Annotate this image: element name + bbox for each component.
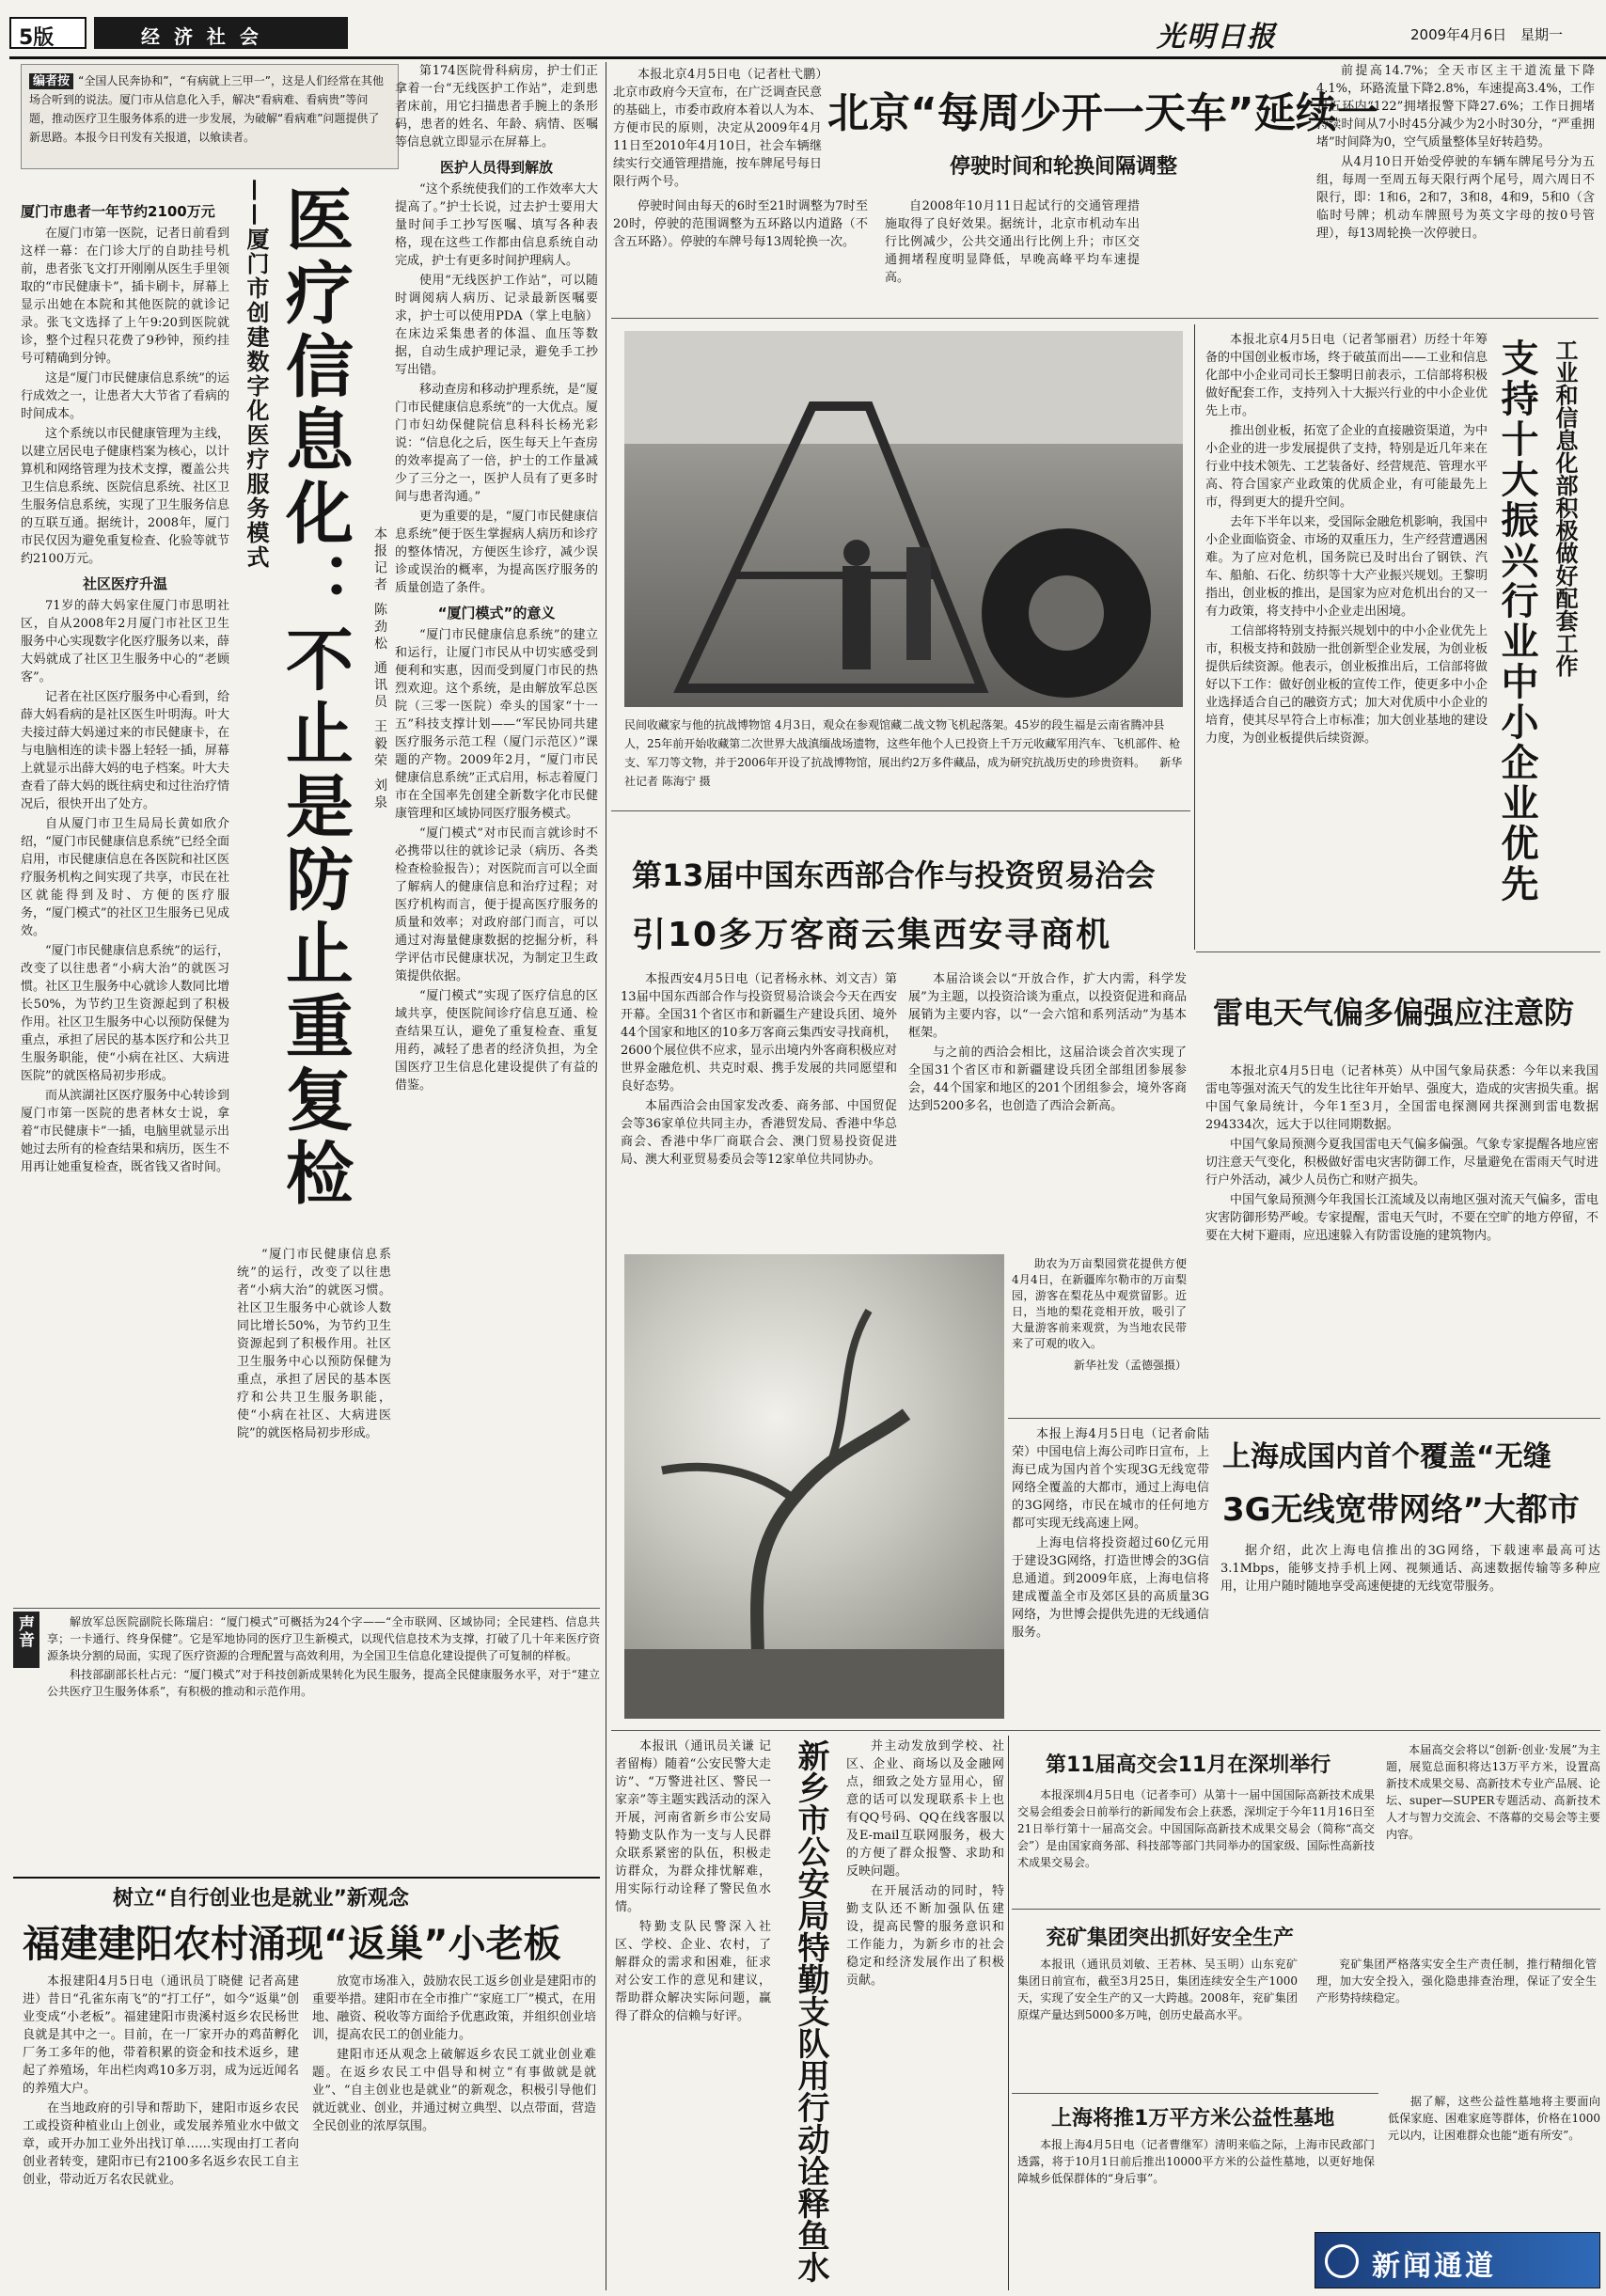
coal-p2: 兖矿集团严格落实安全生产责任制，推行精细化管理，加大安全投入，强化隐患排查治理，保证了安全生产形势持续稳定。 <box>1316 1958 1597 2005</box>
cemetery-headline: 上海将推1万平方米公益性墓地 <box>1051 2107 1335 2131</box>
pear-orchard-photo <box>624 1254 1004 1719</box>
hifair-col2 <box>1386 1741 1600 1903</box>
industry-divider <box>1194 324 1195 950</box>
news-channel-ad[interactable] <box>1315 2232 1600 2288</box>
xiamen-byline: 本报记者 陈劲松 通讯员 王毅荣 刘泉 <box>372 527 387 812</box>
xiamen-p11: 使用“无线医护工作站”，可以随时调阅病人病历、记录最新医嘱要求，护士可以使用PDA（掌上电脑）在床边采集患者的体温、血压等数据，自动生成护理记录，避免手工抄写出错。 <box>395 274 598 377</box>
fujian-col1 <box>23 1973 299 2287</box>
beijing-headline: 北京“每周少开一天车”延续一 <box>827 89 1378 135</box>
xiamen-p5: 记者在社区医疗服务中心看到，给薛大妈看病的是社区医生叶明海。叶大夫接过薛大妈递过来的市民健康卡，在与电脑相连的读卡器上轻轻一插，屏幕上就显示出薛大妈的电子档案。叶大夫查看了薛大妈的既往病史和过往治疗情况后，很快开出了处方。 <box>21 690 229 811</box>
xiamen-p9: 第174医院骨科病房，护士们正拿着一台“无线医护工作站”，走到患者床前，用它扫描患者手腕上的条形码，患者的姓名、年龄、病情、医嘱等信息就立即显示在屏幕上。 <box>395 64 598 149</box>
news-channel-logo-icon <box>1325 2244 1359 2278</box>
museum-photo-caption: 民间收藏家与他的抗战博物馆 4月3日，观众在参观馆藏二战文物飞机起落架。45岁的段生福是云南省腾冲县人，25年前开始收藏第二次世界大战滇缅战场遗物，这些年他个人已投资上千万元收藏军用汽车、飞机部件、枪支、军刀等文物，并于2006年开设了抗战博物馆，展出约2万多件藏品，成为研究抗战历史的珍贵资料。 <box>624 718 1181 769</box>
xiamen-p13: 更为重要的是，“厦门市民健康信息系统”便于医生掌握病人病历和诊疗的整体情况，方便医生诊疗，减少误诊或误治的概率，为提高医疗服务的质量创造了条件。 <box>395 510 598 595</box>
coal-p1: 本报讯（通讯员刘敏、王若林、吴玉明）山东兖矿集团日前宣布，截至3月25日，集团连续安全生产1000天，实现了安全生产的又一大跨越。2008年，兖矿集团原煤产量达到5000多万吨，创历史最高水平。 <box>1017 1958 1298 2021</box>
beijing-p5: 从4月10日开始受停驶的车辆车牌尾号分为五组，每周一至周五每天限行两个尾号，周六周日不限行，即：1和6，2和7，3和8，4和9，5和0（含临时号牌；机动车牌照号为英文字母的按0号管理），每13周轮换一次停驶日。 <box>1316 155 1595 241</box>
thunder-p1: 本报北京4月5日电（记者林英）从中国气象局获悉：今年以来我国雷电等强对流天气的发生比往年开始早、强度大，造成的灾害损失重。据中国气象局统计，今年1至3月，全国雷电探测网共探测到雷电数据294334次，远大于以往同期数据。 <box>1205 1064 1598 1132</box>
section-banner <box>94 17 348 49</box>
xinxiang-p1: 本报讯（通讯员关谦 记者留梅）随着“公安民警大走访”、“万警进社区、警民一家亲”等主题实践活动的深入开展，河南省新乡市公安局特勤支队作为一支与人民群众联系紧密的队伍，积极走访群众，为群众排忧解难，用实际行动诠释了警民鱼水情。 <box>615 1739 771 1914</box>
xiamen-p14: “厦门市民健康信息系统”的建立和运行，让厦门市民从中切实感受到便利和实惠，因而受到厦门市民的热烈欢迎。这个系统，是由解放军总医院（三零一医院）牵头的国家“十一五”科技支撑计划——“军民协同共建医疗服务示范工程（厦门示范区）”课题的产物。2009年2月，“厦门市民健康信息系统”正式启用，标志着厦门市在全国率先创建全新数字化市民健康管理和区域协同医疗服务模式。 <box>395 628 598 821</box>
thunder-headline: 雷电天气偏多偏强应注意防 <box>1213 995 1575 1030</box>
xiamen-p1: 在厦门市第一医院，记者日前看到这样一幕：在门诊大厅的自助挂号机前，患者张飞文打开刚刚从医生手里领取的“市民健康卡”，插卡刷卡，屏幕上显示出她在本院和其他医院的就诊记录。张飞文选择了上午9:20到医院就诊，整个过程只花费了9秒钟，预约挂号可精确到分钟。 <box>21 227 229 366</box>
beijing-col3 <box>1316 62 1595 316</box>
fujian-kicker: 树立“自行创业也是就业”新观念 <box>113 1887 409 1911</box>
thunder-p3: 中国气象局预测今年我国长江流域及以南地区强对流天气偏多，雷电灾害防御形势严峻。专家提醒，雷电天气时，不要在空旷的地方停留，不要在大树下避雨，应迅速躲入有防雷设施的建筑物内。 <box>1205 1193 1598 1243</box>
cemetery-col2 <box>1388 2093 1600 2206</box>
beijing-bottom-rule <box>611 318 1598 319</box>
industry-p1: 本报北京4月5日电（记者邹丽君）历经十年筹备的中国创业板市场，终于破茧而出——工业和信息化部中小企业司司长王黎明日前表示，工信部将积极做好配套工作，支持列入十大振兴行业的中小企业优先上市。 <box>1205 333 1488 418</box>
museum-photo <box>624 331 1183 707</box>
shanghai-p2: 上海电信将投资超过60亿元用于建设3G网络，打造世博会的3G信息通道。到2009年底，上海电信将建成覆盖全市及郊区县的高质量3G网络，为世博会提供先进的无线通信服务。 <box>1012 1536 1209 1640</box>
tradefair-col2 <box>908 970 1187 1243</box>
xiamen-col1 <box>21 196 229 1517</box>
tradefair-p4: 与之前的西洽会相比，这届洽谈会首次实现了全国31个省区市和新疆建设兵团全部组团参展参会，44个国家和地区的201个团组参会，境外客商达到5200多名，也创造了西洽会新高。 <box>908 1046 1187 1113</box>
xiamen-p4: 71岁的薛大妈家住厦门市思明社区，自从2008年2月厦门市社区卫生服务中心实现数字化医疗服务以来，薛大妈就成了社区卫生服务中心的“老顾客”。 <box>21 599 229 684</box>
editor-note-tag: 编者按 <box>29 73 73 89</box>
xiamen-sub3: 医护人员得到解放 <box>439 159 553 176</box>
xiamen-headline-sub: ——厦门市创建数字化医疗服务模式 <box>243 179 269 570</box>
tradefair-p2: 本届西洽会由国家发改委、商务部、中国贸促会等36家单位共同主办，香港贸发局、香港中华总商会、香港中华厂商联合会、澳门贸易投资促进局、澳大利亚贸易委员会等12家单位共同协办。 <box>621 1099 897 1167</box>
thunder-p2: 中国气象局预测今夏我国雷电天气偏多偏强。气象专家提醒各地应密切注意天气变化，积极做好雷电灾害防御工作，尽量避免在雷雨天气时进行户外活动，减少人员伤亡和财产损失。 <box>1205 1138 1598 1187</box>
hifair-p1: 本报深圳4月5日电（记者李可）从第十一届中国国际高新技术成果交易会组委会日前举行的新闻发布会上获悉，深圳定于今年11月16日至21日举行第十一届高交会。中国国际高新技术成果交易会（简称“高交会”）是由国家商务部、科技部等部门共同举办的国家级、国际性高新技术成果交易会。 <box>1017 1788 1375 1869</box>
xinxiang-p3: 并主动发放到学校、社区、企业、商场以及金融网点，细致之处方显用心，留意的话可以发现联系卡上也有QQ号码、QQ在线客服以及E-mail互联网服务，极大的方便了群众报警、求助和反映问题。 <box>846 1739 1004 1879</box>
fujian-col2 <box>312 1973 596 2287</box>
museum-photo-credit: 新华社记者 陈海宁 摄 <box>624 756 1183 788</box>
masthead <box>0 0 1606 58</box>
shanghai-headline2: 3G无线宽带网络”大都市 <box>1222 1491 1580 1529</box>
fujian-p3: 放宽市场准入，鼓励农民工返乡创业是建阳市的重要举措。建阳市在全市推广“家庭工厂”模式，在用地、融资、税收等方面给予优惠政策，并组织创业培训，提高农民工的创业能力。 <box>312 1974 596 2042</box>
xiamen-headline: 医疗信息化：不止是防止重复检 <box>275 184 354 1211</box>
beijing-p1: 本报北京4月5日电（记者杜弋鹏）北京市政府今天宣布，在广泛调查民意的基础上，市委市政府本着以人为本、方便市民的原则，决定从2009年4月11日至2010年4月10日，社会车辆继续实行交通管理措施，按车牌尾号每日限行两个号。 <box>613 68 822 189</box>
shanghai-p1: 本报上海4月5日电（记者俞陆荣）中国电信上海公司昨日宣布，上海已成为国内首个实现3G无线宽带网络全覆盖的大都市，通过上海电信的3G网络，市民在城市的任何地方都可实现无线高速上网。 <box>1012 1427 1209 1531</box>
beijing-col1 <box>613 66 822 197</box>
xiamen-col2 <box>395 62 598 1604</box>
voice-tag: 声音 <box>13 1612 39 1668</box>
voice-p1: 解放军总医院副院长陈瑞启：“厦门模式”可概括为24个字——“全市联网、区域协同；全民建档、信息共享；一卡通行、终身保健”。它是军地协同的医疗卫生新模式，以现代信息技术为支撑，打破了几十年来医疗资源条块分割的局面，实现了医疗资源的合理配置与高效利用，为全国卫生信息化建设提供了可复制的样板。 <box>47 1615 600 1662</box>
industry-p4: 工信部将特别支持振兴规划中的中小企业优先上市，积极支持和鼓励一批创新型企业发展，为创业板提供后续资源。他表示，创业板推出后，工信部将做好以下工作：做好创业板的宣传工作，使更多中小企业选择适合自己的融资方式；加大对优质中小企业的培育，使其尽早符合上市标准；加大创业基地的建设力度，为创业板提供后续资源。 <box>1205 624 1488 746</box>
pear-orchard-credit: 新华社发（孟德强摄） <box>1073 1359 1187 1372</box>
industry-p3: 去年下半年以来，受国际金融危机影响，我国中小企业面临资金、市场的双重压力，生产经营遭遇困难。为了应对危机，国务院已及时出台了钢铁、汽车、船舶、石化、纺织等十大产业振兴规划。王黎明指出，创业板的推出，是国家为应对危机出台的又一有力政策，将支持中小企业走出困境。 <box>1205 515 1488 619</box>
xinxiang-headline: 新乡市公安局特勤支队用行动诠释鱼水 <box>792 1739 829 2283</box>
tradefair-top-rule <box>611 810 1190 811</box>
museum-photo-illustration <box>624 331 1183 707</box>
shanghai-p3: 据介绍，此次上海电信推出的3G网络，下载速率最高可达3.1Mbps，能够支持手机上网、视频通话、高速数据传输等多种应用，让用户随时随地享受高速便捷的无线宽带服务。 <box>1220 1544 1600 1594</box>
cemetery-top-rule <box>1012 2093 1378 2094</box>
beijing-p3: 自2008年10月11日起试行的交通管理措施取得了良好效果。据统计，北京市机动车出行比例减少，公共交通出行比例上升；市区交通拥堵程度明显降低，早晚高峰平均车速提高。 <box>885 199 1140 285</box>
xiamen-col3 <box>237 1246 391 1603</box>
cemetery-p2: 据了解，这些公益性墓地将主要面向低保家庭、困难家庭等群体，价格在1000元以内，让困难群众也能“逝有所安”。 <box>1388 2095 1600 2142</box>
hifair-p2: 本届高交会将以“创新·创业·发展”为主题，展览总面积将达13万平方米，设置高新技术成果交易、高新技术专业产品展、论坛、super—SUPER专题活动、高新技术人才与智力交流会、不落幕的交易会等主要内容。 <box>1386 1743 1600 1841</box>
fujian-top-rule <box>13 1877 600 1879</box>
shanghai-col2 <box>1220 1542 1600 1717</box>
beijing-subhead: 停驶时间和轮换间隔调整 <box>950 155 1178 179</box>
xiamen-p3: 这个系统以市民健康管理为主线，以建立居民电子健康档案为核心，以计算机和网络管理为技术支撑，覆盖公共卫生信息系统、医院信息系统、社区卫生服务信息系统，实现了卫生服务信息的互联互通。据统计，2008年，厦门市民仅因为避免重复检查、化验等就节约2100万元。 <box>21 427 229 566</box>
thunder-top-rule <box>1196 951 1600 952</box>
page-number: 5版 <box>19 26 55 49</box>
industry-col <box>1205 331 1488 942</box>
beijing-p2: 停驶时间由每天的6时至21时调整为7时至20时，停驶的范围调整为五环路以内道路（不含五环路）。停驶的车牌号每13周轮换一次。 <box>613 199 868 249</box>
tradefair-p1: 本报西安4月5日电（记者杨永林、刘文吉）第13届中国东西部合作与投资贸易洽谈会今天在西安开幕。全国31个省区市和新疆生产建设兵团、境外44个国家和地区的10多万客商云集西安寻找商机，2600个展位供不应求，显示出境内外客商积极应对世界金融危机、共克时艰、携手发展的共同愿望和良好态势。 <box>621 972 897 1093</box>
editor-note <box>21 64 399 169</box>
xiamen-p16: “厦门模式”实现了医疗信息的区域共享，使医院间诊疗信息互通、检查结果互认，避免了重复检查、重复用药，减轻了患者的经济负担，为全国医疗卫生信息化建设提供了有益的借鉴。 <box>395 989 598 1093</box>
industry-p2: 推出创业板，拓宽了企业的直接融资渠道，为中小企业的进一步发展提供了支持，特别是近几年来在行业中技术领先、工艺装备好、经营规范、管理水平高、符合国家产业政策的优质企业，有可能最先上市，得到更大的提升空间。 <box>1205 424 1488 510</box>
beijing-col2 <box>613 197 1140 314</box>
page-number-box <box>9 17 87 49</box>
xiamen-p8-cont: “厦门市民健康信息系统”的运行，改变了以往患者“小病大治”的就医习惯。社区卫生服务中心就诊人数同比增长50%，为节约卫生资源起到了积极作用。社区卫生服务中心以预防保健为重点，承担了居民的基本医疗和公共卫生服务职能，使“小病在社区、大病进医院”的就医格局初步形成。 <box>237 1248 391 1440</box>
xiamen-p12: 移动查房和移动护理系统，是“厦门市民健康信息系统”的一大优点。厦门市妇幼保健院信息科科长杨光彩说：“信息化之后，医生每天上午查房的效率提高了一倍，护士的工作量减少了三分之一，医护人员有了更多时间与患者沟通。” <box>395 383 598 504</box>
news-channel-text: 新闻通道 <box>1372 2250 1496 2283</box>
xinxiang-divider <box>1008 1736 1009 2290</box>
voice-text <box>47 1613 600 1867</box>
issue-date <box>1410 24 1606 47</box>
paper-name: 光明日报 <box>1157 21 1277 51</box>
xinxiang-col2 <box>846 1738 1004 2287</box>
xinxiang-p4: 在开展活动的同时，特勤支队还不断加强队伍建设，提高民警的服务意识和工作能力，为新乡市的社会稳定和经济发展作出了积极贡献。 <box>846 1884 1004 1988</box>
tradefair-p3: 本届洽谈会以“开放合作，扩大内需，科学发展”为主题，以投资洽谈为重点，以投资促进和商品展销为主要内容，以“一会六馆和系列活动”为基本框架。 <box>908 972 1187 1040</box>
hifair-col1 <box>1017 1786 1375 1905</box>
fujian-p2: 在当地政府的引导和帮助下，建阳市返乡农民工或投资种植业山上创业，或发展养殖业水中做文章，或开办加工业外出找订单……实现由打工者向创业者转变，建阳市已有2100多名返乡农民工自主创业，带动近万名农民就业。 <box>23 2101 299 2187</box>
shanghai-headline1: 上海成国内首个覆盖“无缝 <box>1222 1440 1551 1473</box>
coal-col <box>1017 1956 1597 2097</box>
fujian-p4: 建阳市还从观念上破解返乡农民工就业创业难题。在返乡农民工中倡导和树立“有事做就是就业”、“自主创业也是就业”的新观念，积极引导他们就近就业、创业，并通过树立典型、以点带面，营造全民创业的浓厚氛围。 <box>312 2048 596 2133</box>
beijing-p4: 前提高14.7%；全天市区主干道流量下降4.1%，环路流量下降2.8%，车速提高3.4%，工作日五环内“122”拥堵报警下降27.6%；工作日拥堵持续时间从7小时45分减少为2小时30分，“严重拥堵”时间降为0，空气质量整体呈好转趋势。 <box>1316 64 1595 149</box>
xiamen-sub2: 社区医疗升温 <box>82 575 167 592</box>
xinxiang-p2: 特勤支队民警深入社区、学校、企业、农村，了解群众的需求和困难，征求对公安工作的意见和建议，帮助群众解决实际问题，赢得了群众的信赖与好评。 <box>615 1920 771 2023</box>
cemetery-p1: 本报上海4月5日电（记者曹继军）清明来临之际，上海市民政部门透露，将于10月1日前后推出10000平方米的公益性墓地，以更好地保障城乡低保群体的“身后事”。 <box>1017 2138 1375 2185</box>
date-text: 2009年4月6日 <box>1410 26 1507 43</box>
xiamen-sub4: “厦门模式”的意义 <box>437 605 556 621</box>
xiamen-p8: 而从滨湖社区医疗服务中心转诊到厦门市第一医院的患者林女士说，拿着“市民健康卡”一插，电脑里就显示出她过去所有的检查结果和病历，医生不用再让她重复检查，既省钱又省时间。 <box>21 1089 229 1174</box>
xiamen-p7: “厦门市民健康信息系统”的运行，改变了以往患者“小病大治”的就医习惯。社区卫生服务中心就诊人数同比增长50%，为节约卫生资源起到了积极作用。社区卫生服务中心以预防保健为重点，承担了居民的基本医疗和公共卫生服务职能，使“小病在社区、大病进医院”的就医格局初步形成。 <box>21 944 229 1083</box>
tradefair-headline1: 第13届中国东西部合作与投资贸易洽会 <box>632 857 1156 893</box>
xinxiang-col1 <box>615 1738 771 2287</box>
voice-box <box>13 1612 600 1875</box>
paper-logo <box>1157 13 1345 51</box>
thunder-col <box>1205 1062 1598 1396</box>
fujian-headline: 福建建阳农村涌现“返巢”小老板 <box>23 1923 561 1966</box>
voice-p2: 科技部副部长杜占元：“厦门模式”对于科技创新成果转化为民生服务，提高全民健康服务水平，对于“建立公共医疗卫生服务体系”，有积极的推动和示范作用。 <box>47 1668 600 1698</box>
xiamen-p6: 自从厦门市卫生局局长黄如欣介绍，“厦门市民健康信息系统”已经全面启用，市民健康信息在各医院和社区医疗服务机构之间实现了共享，市民在社区就能得到及时、方便的医疗服务，“厦门模式”的社区卫生服务已见成效。 <box>21 817 229 938</box>
xiamen-p15: “厦门模式”对市民而言就诊时不必携带以往的就诊记录（病历、各类检查检验报告）；对医院而言可以全面了解病人的健康信息和治疗过程；对医疗机构而言，便于提高医疗服务的质量和效率；对政府部门而言，可以通过对海量健康数据的挖掘分析，科学评估市民健康状况，为制定卫生政策提供依据。 <box>395 826 598 983</box>
tradefair-headline2: 引10多万客商云集西安寻商机 <box>632 916 1112 954</box>
shanghai-top-rule <box>1008 1418 1600 1419</box>
voice-top-rule <box>13 1608 600 1609</box>
coal-top-rule <box>1012 1909 1600 1910</box>
weekday-text: 星期一 <box>1520 26 1564 43</box>
xiamen-sub1: 厦门市患者一年节约2100万元 <box>21 203 215 220</box>
industry-headline-small: 工业和信息化部积极做好配套工作 <box>1551 338 1578 677</box>
tradefair-col1 <box>621 970 897 1243</box>
pear-orchard-caption: 助农为万亩梨园赏花提供方便 4月4日，在新疆库尔勒市的万亩梨园，游客在梨花丛中观赏留影。近日，当地的梨花竞相开放，吸引了大量游客前来观赏，为当地农民带来了可观的收入。 <box>1012 1257 1187 1350</box>
section-name: 经 济 社 会 <box>141 25 262 48</box>
shanghai-col1 <box>1012 1425 1209 1719</box>
pear-orchard-illustration <box>624 1254 1004 1719</box>
hifair-headline: 第11届高交会11月在深圳举行 <box>1046 1753 1331 1777</box>
xiamen-p10: “这个系统使我们的工作效率大大提高了。”护士长说，过去护士要用大量时间手工抄写医嘱、填写各种表格，现在这些工作都由信息系统自动完成，护士有更多时间护理病人。 <box>395 182 598 268</box>
masthead-rule <box>9 56 1606 59</box>
industry-headline-main: 支持十大振兴行业中小企业优先 <box>1495 338 1538 904</box>
xinxiang-top-rule <box>611 1730 1600 1731</box>
fujian-p1: 本报建阳4月5日电（通讯员丁晓健 记者高建进）昔日“孔雀东南飞”的“打工仔”，如今“返巢”创业变成“小老板”。福建建阳市贵溪村返乡农民杨世良就是其中之一。目前，在一厂家开办的鸡苗孵化厂务工多年的他，带着积累的资金和技术返乡，建起了养殖场，年出栏肉鸡10多万羽，成为远近闻名的养殖大户。 <box>23 1974 299 2096</box>
xiamen-p2: 这是“厦门市民健康信息系统”的运行成效之一，让患者大大节省了看病的时间成本。 <box>21 371 229 421</box>
museum-photo-caption-box <box>624 715 1183 799</box>
coal-headline: 兖矿集团突出抓好安全生产 <box>1046 1926 1295 1950</box>
editor-note-text: “全国人民奔协和”，“有病就上三甲一”，这是人们经常在其他场合听到的说法。厦门市从信息化入手，解决“看病难、看病贵”等问题，推动医疗卫生服务体系的进一步发展，为破解“看病难”问题提供了新思路。本报今日刊发有关报道，以飨读者。 <box>29 74 384 144</box>
